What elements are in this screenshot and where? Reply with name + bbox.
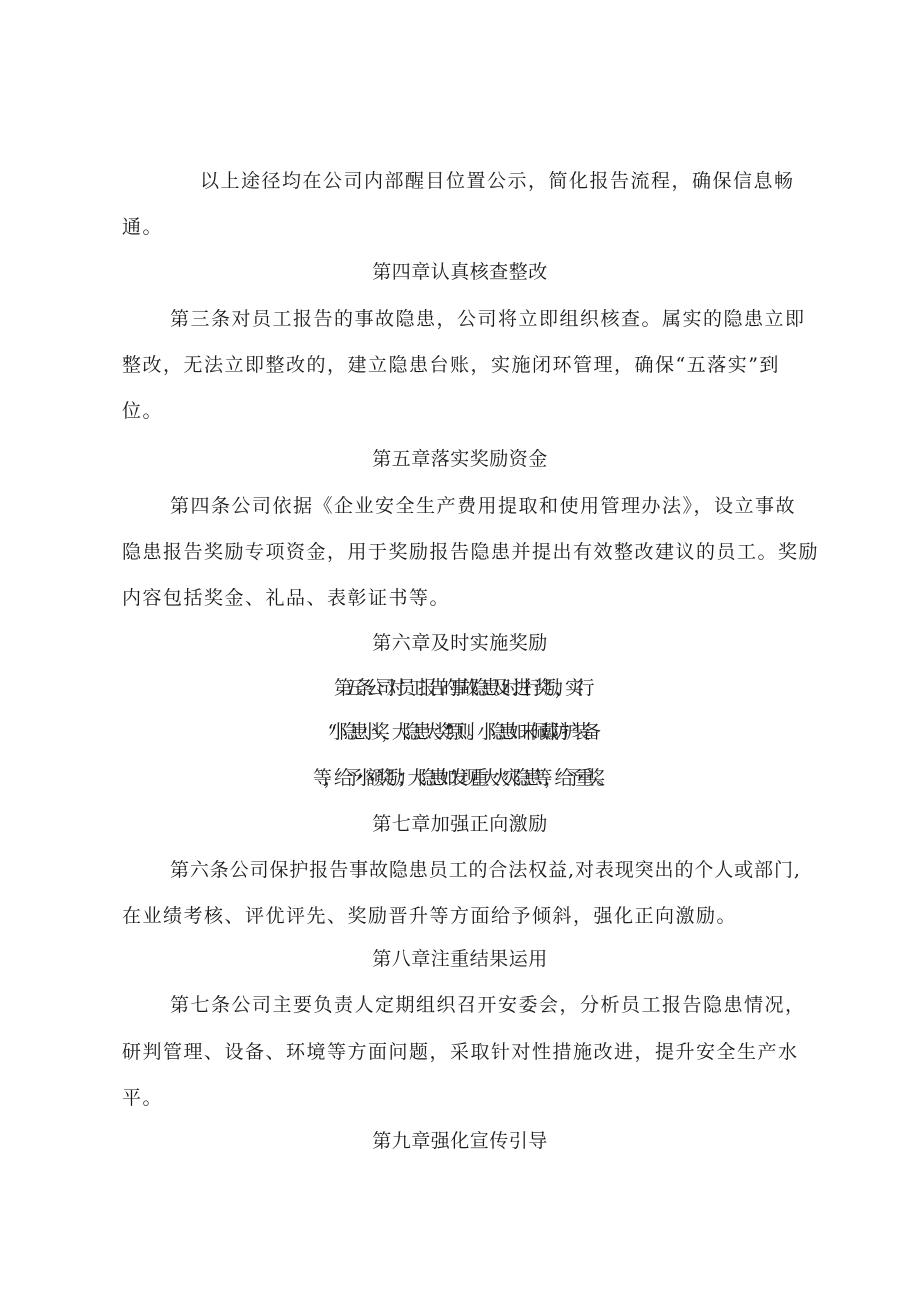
- article-3-line-1: 第三条对员工报告的事故隐患，公司将立即组织核查。属实的隐患立即: [170, 308, 806, 330]
- paragraph-intro-line-1: 以上途径均在公司内部醒目位置公示，简化报告流程，确保信息畅: [200, 170, 795, 192]
- article-5-line-3: 等，给予小额奖励；大隐患如发现重大火灾隐患等，给予重奖。: [312, 767, 607, 789]
- article-3-line-2: 整改，无法立即整改的，建立隐患台账，实施闭环管理，确保“五落实”到: [122, 354, 780, 376]
- article-4-line-3: 内容包括奖金、礼品、表彰证书等。: [122, 587, 451, 609]
- article-7-line-1: 第七条公司主要负责人定期组织召开安委会，分析员工报告隐患情况，: [170, 994, 806, 1016]
- chapter-4-heading: 第四章认真核查整改: [372, 261, 548, 283]
- article-3-line-3: 位。: [122, 400, 164, 422]
- paragraph-intro-line-2: 通。: [122, 216, 164, 238]
- chapter-5-heading: 第五章落实奖励资金: [372, 448, 548, 470]
- chapter-9-heading: 第九章强化宣传引导: [372, 1130, 548, 1152]
- article-4-line-2: 隐患报告奖励专项资金，用于奖励报告隐患并提出有效整改建议的员工。奖励: [122, 541, 820, 563]
- article-6-line-2: 在业绩考核、评优评先、奖励晋升等方面给予倾斜，强化正向激励。: [122, 905, 738, 927]
- chapter-8-heading: 第八章注重结果运用: [372, 948, 548, 970]
- article-7-line-3: 平。: [122, 1087, 164, 1109]
- article-5-line-2: “小隐患小奖，大隐患大奖”原则。小隐患如未佩戴防护装备: [327, 721, 593, 743]
- chapter-7-heading: 第七章加强正向激励: [372, 813, 548, 835]
- chapter-6-heading: 第六章及时实施奖励: [372, 632, 548, 654]
- article-7-line-2: 研判管理、设备、环境等方面问题，采取针对性措施改进，提升安全生产水: [122, 1041, 799, 1063]
- article-6-line-1: 第六条公司保护报告事故隐患员工的合法权益,对表现突出的个人或部门,: [170, 859, 801, 881]
- article-5-line-1: 第五条公司对员工报告的事故隐患及时进行奖励，实行: [333, 677, 586, 699]
- article-4-line-1: 第四条公司依据《企业安全生产费用提取和使用管理办法》，设立事故: [170, 495, 797, 517]
